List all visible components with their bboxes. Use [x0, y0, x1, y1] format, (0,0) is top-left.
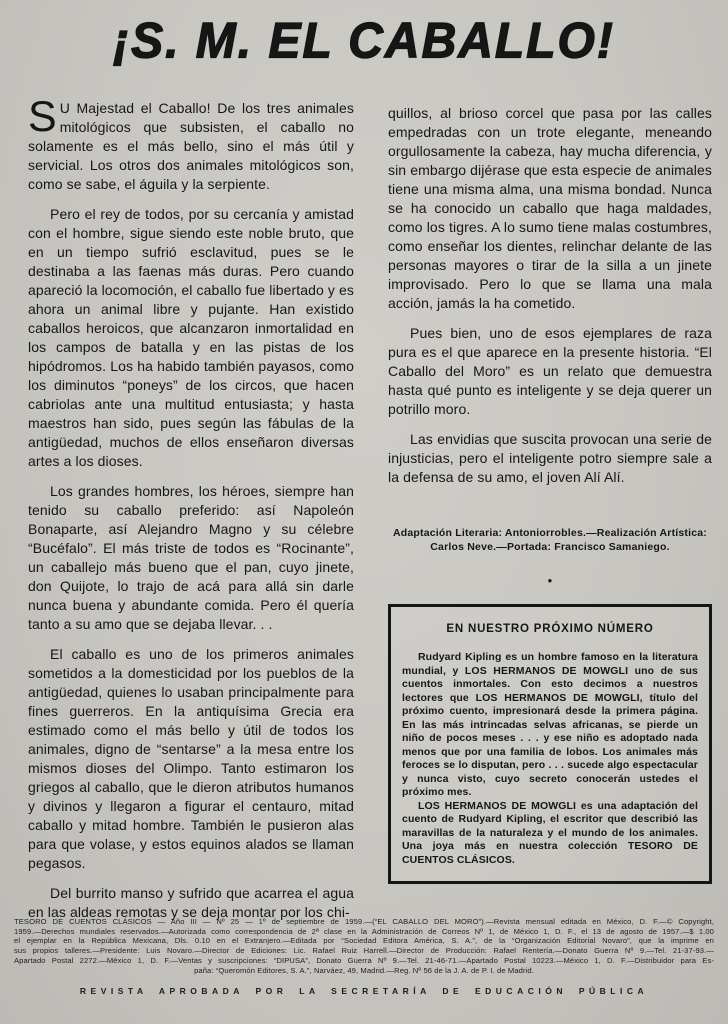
next-issue-paragraph: Rudyard Kipling es un hombre famoso en la literatura mundial, y LOS HERMANOS DE MOWGLI uno de sus cuentos inmortales. Con esto decimos a nuestros lectores que LOS HERMANOS DE MOWGLI, título del próximo cuento, impresionará desde la primera página. En las más intrincadas selvas africanas, se pierde un niño de pocos meses . . . y ese niño es adoptado nada menos que por una familia de lobos. Los animales más feroces se lo disputan, pero . . . sucede algo espectacular y nunca visto, cuyo secreto conocerán ustedes el próximo mes.	[402, 651, 698, 798]
next-issue-box	[388, 604, 712, 884]
next-issue-heading: EN NUESTRO PRÓXIMO NÚMERO	[446, 623, 654, 635]
lead-paragraph-text: U Majestad el Caballo! De los tres animales mitológicos que subsisten, el caballo no solamente es el más bello, sino el más útil y servicial. Los otros dos animales mitológicos son, como se sabe, el águila y la serpiente.	[28, 100, 354, 192]
right-column	[388, 104, 712, 884]
paragraph: Las envidias que suscita provocan una serie de injusticias, pero el inteligente potro siempre sale a la defensa de su amo, el joven Alí Alí.	[388, 431, 712, 485]
fine-print-line: Apartado Postal 2272.—México 1, D. F.—Ventas y suscripciones: “DIPUSA”, Donato Guerra Nº 9.—Tel. 21-46-71.—Apartado Postal 10223.—México 1, D. F.—Distribuidor para Es-	[14, 955, 714, 965]
fine-print-line: el ejemplar en la República Mexicana, Dls. 0.10 en el Extranjero.—Editada por “Sociedad Editora América, S. A.”, de la “Organización Editorial Novaro”, que la imprime en	[14, 936, 714, 946]
paragraph: Pues bien, uno de esos ejemplares de raza pura es el que aparece en la presente historia. “El Caballo del Moro” es un relato que demuestra hasta qué punto es inteligente y se deja querer un potrillo moro.	[388, 325, 712, 417]
paragraph: Pero el rey de todos, por su cercanía y amistad con el hombre, sigue siendo este noble bruto, que en un tiempo sufrió esclavitud, pues se le destinaba a las faenas más duras. Pero cuando apareció la locomoción, el caballo fue libertado y es ahora un animal libre y pujante. Han existido caballos heroicos, que alcanzaron inmortalidad en los campos de batalla y en las pistas de los hipódromos. Los ha habido también payasos, como los diminutos “poneys” de los circos, que hacen cabriolas ante una multitud entusiasta; y hasta maestros han sido, pues según las fábulas de la antigüedad, muchos de ellos enseñaron diversas artes a los dioses.	[28, 206, 354, 469]
fine-print-line: TESORO DE CUENTOS CLÁSICOS — Año III — Nº 25 — 1º de septiembre de 1959.—(“EL CABALLO DEL MORO”).—Revista mensual editada en México, D. F.—© Copyright,	[14, 917, 714, 926]
credits	[388, 527, 712, 554]
fine-print-line: 1959.—Derechos mundiales reservados.—Autorizada como correspondencia de 2ª clase en la Administración de Correos Nº 1, de México 1, D. F., el 13 de agosto de 1957.—$ 1.00	[14, 926, 714, 936]
lead-paragraph	[28, 93, 354, 194]
next-issue-paragraph: LOS HERMANOS DE MOWGLI es una adaptación del cuento de Rudyard Kipling, el escritor que describió las maravillas de la naturaleza y el mundo de los animales. Una joya más en nuestra colección TESORO DE CUENTOS CLÁSICOS.	[402, 799, 698, 866]
credits-line: Carlos Neve.—Portada: Francisco Samaniego.	[430, 540, 670, 553]
left-column	[28, 93, 354, 933]
paragraph: Los grandes hombres, los héroes, siempre han tenido su caballo preferido: así Napoleón Bonaparte, así Alejandro Magno y su célebre “Bucéfalo”. El más triste de todos es “Rocinante”, un caballejo más bueno que el pan, cuyo jinete, don Quijote, lo trajo de acá para allá sin darle nunca buena y abundante comida. Pero él quería tanto a su amo que se dejaba llevar. . .	[28, 483, 354, 632]
fine-print	[14, 917, 714, 975]
page-title: ¡S. M. EL CABALLO!	[113, 13, 615, 70]
paragraph: quillos, al brioso corcel que pasa por las calles empedradas con un trote elegante, meneando orgullosamente la cabeza, hay mucha diferencia, y sin embargo dijérase que esta especie de animales tiene una misma alma, una misma bondad. Nunca se ha conocido un caballo que haga maldades, como los tigres. A lo sumo tiene malas costumbres, como enseñar los dientes, relinchar delante de las personas mayores o tirar de la silla a un jinete improvisado. Pero lo que se llama una mala acción, jamás la ha cometido.	[388, 105, 712, 311]
separator-dot: •	[547, 573, 553, 588]
drop-cap: S	[28, 93, 57, 141]
paragraph: Del burrito manso y sufrido que acarrea el agua en las aldeas remotas y se deja montar por los chi-	[28, 885, 354, 920]
paragraph: El caballo es uno de los primeros animales sometidos a la domesticidad por los pueblos de la antigüedad, quienes lo usaban principalmente para fines guerreros. En la antiquísima Grecia era estimado como el más bello y útil de todos los animales, digno de “sentarse” a la mesa entre los mismos dioses del Olimpo. Tanto estimaron los griegos al caballo, que le dieron atributos humanos y divinos y llegaron a figurar el centauro, mitad caballo y mitad hombre. También le pusieron alas para que volase, y estos equinos alados se llaman pegasos.	[28, 646, 354, 871]
fine-print-last-line: paña: “Queromón Editores, S. A.”, Narváez, 49, Madrid.—Reg. Nº 56 de la J. A. de P. I. de Madrid.	[194, 965, 534, 975]
credits-line: Adaptación Literaria: Antoniorrobles.—Realización Artística:	[392, 527, 708, 539]
fine-print-line: sus propios talleres.—Presidente: Luis Novaro.—Director de Ediciones: Lic. Rafael Ruiz Harrell.—Director de Producción: Rafael Rentería.—Donato Guerra Nº 9.—Tel. 21-37-93.—	[14, 946, 714, 956]
approval-line: REVISTA APROBADA POR LA SECRETARÍA DE EDUCACIÓN PÚBLICA	[79, 986, 649, 996]
